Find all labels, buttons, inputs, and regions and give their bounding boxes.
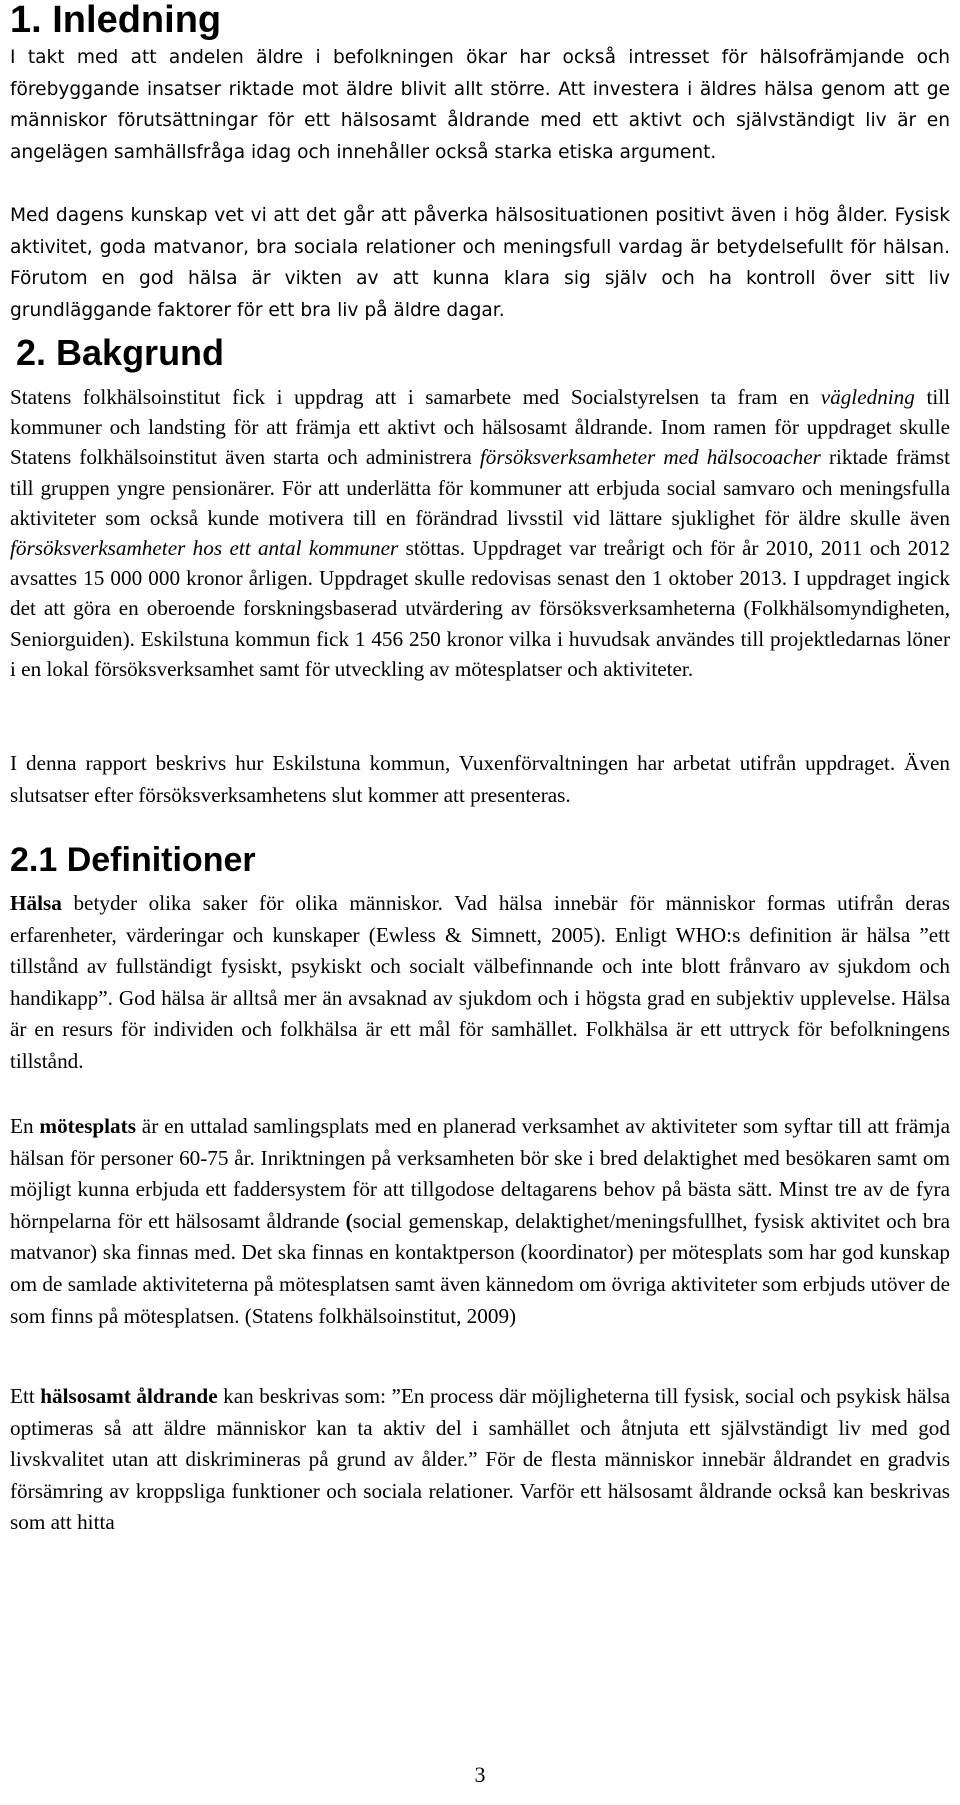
paragraph-rapport: I denna rapport beskrivs hur Eskilstuna kommun, Vuxenförvaltningen har arbetat utifrån uppdraget. Även slutsatser efter försöksverksamhetens slut kommer att presenteras. (10, 751, 950, 807)
emphasis-kommuner: försöksverksamheter hos ett antal kommuner (10, 536, 399, 561)
paragraph-halsa: Hälsa betyder olika saker för olika människor. Vad hälsa innebär för människor formas utifrån deras erfarenheter, värderingar och kunskaper (Ewless & Simnett, 2005). Enligt WHO:s definition är hälsa ”ett tillstånd av fullständigt fysiskt, psykiskt och socialt välbefinnande och inte blott frånvaro av sjukdom och handikapp”. God hälsa är alltså mer än avsaknad av sjukdom och i högsta grad en subjektiv upplevelse. Hälsa är en resurs för individen och folkhälsa är ett mål för samhället. Folkhälsa är ett uttryck för befolkningens tillstånd. (10, 891, 950, 1073)
heading-inledning: 1. Inledning (10, 0, 222, 41)
term-halsosamt-aldrande: hälsosamt åldrande (40, 1384, 218, 1408)
paragraph-halsosamt-aldrande: Ett hälsosamt åldrande kan beskrivas som: ”En process där möjligheterna till fysisk, social och psykisk hälsa optimeras så att äldre människor kan ta aktiv del i samhället och åtnjuta ett självständigt liv med god livskvalitet utan att diskrimineras på grund av ålder.” För de flesta människor innebär åldrandet en gradvis försämring av kroppsliga funktioner och sociala relationer. Varför ett hälsosamt åldrande också kan beskrivas som att hitta (10, 1384, 950, 1535)
term-motesplats: mötesplats (39, 1114, 136, 1138)
paragraph-intro: I takt med att andelen äldre i befolkningen ökar har också intresset för hälsofrämjande och förebyggande insatser riktade mot äldre blivit allt större. Att investera i äldres hälsa genom att ge människor förutsättningar för ett hälsosamt åldrande med ett aktivt och självständigt liv är en angelägen samhällsfråga idag och innehåller också starka etiska argument. (10, 47, 950, 163)
heading-definitioner: 2.1 Definitioner (10, 841, 256, 879)
paragraph-bakgrund: Statens folkhälsoinstitut fick i uppdrag att i samarbete med Socialstyrelsen ta fram en vägledning till kommuner och landsting för att främja ett aktivt och hälsosamt åldrande. Inom ramen för uppdraget skulle Statens folkhälsoinstitut även starta och administrera försöksverksamheter med hälsocoacher riktade främst till gruppen yngre pensionärer. För att underlätta för kommuner att erbjuda social samvaro och meningsfulla aktiviteter som också kunde motivera till en förändrad livsstil vid lättare sjuklighet för äldre skulle även försöksverksamheter hos ett antal kommuner stöttas. Uppdraget var treårigt och för år 2010, 2011 och 2012 avsattes 15 000 000 kronor årligen. Uppdraget skulle redovisas senast den 1 oktober 2013. I uppdraget ingick det att göra en oberoende forskningsbaserad utvärdering av försöksverksamheterna (Folkhälsomyndigheten, Seniorguiden). Eskilstuna kommun fick 1 456 250 kronor vilka i huvudsak användes till projektledarnas löner i en lokal försöksverksamhet samt för utveckling av mötesplatser och aktiviteter. (10, 385, 951, 681)
paragraph-kunskap: Med dagens kunskap vet vi att det går att påverka hälsosituationen positivt även i hög ålder. Fysisk aktivitet, goda matvanor, bra sociala relationer och meningsfull vardag är betydelsefullt för hälsan. Förutom en god hälsa är vikten av att kunna klara sig själv och ha kontroll över sitt liv grundläggande faktorer för ett bra liv på äldre dagar. (10, 205, 950, 321)
emphasis-halsocoacher: försöksverksamheter med hälsocoacher (479, 445, 821, 470)
term-halsa: Hälsa (10, 891, 62, 915)
page-number: 3 (474, 1762, 486, 1787)
paragraph-motesplats: En mötesplats är en uttalad samlingsplats med en planerad verksamhet av aktiviteter som syftar till att främja hälsan för personer 60-75 år. Inriktningen på verksamheten bör ske i bred delaktighet med besökaren samt om möjligt kunna erbjuda ett faddersystem för att tillgodose deltagarens behov på bästa sätt. Minst tre av de fyra hörnpelarna för ett hälsosamt åldrande (social gemenskap, delaktighet/meningsfullhet, fysisk aktivitet och bra matvanor) ska finnas med. Det ska finnas en kontaktperson (koordinator) per mötesplats som har god kunskap om de samlade aktiviteterna på mötesplatsen samt även kännedom om övriga aktiviteter som erbjuds utöver de som finns på mötesplatsen. (Statens folkhälsoinstitut, 2009) (10, 1114, 950, 1328)
heading-bakgrund: 2. Bakgrund (16, 332, 225, 373)
emphasis-vagledning: vägledning (820, 385, 915, 409)
